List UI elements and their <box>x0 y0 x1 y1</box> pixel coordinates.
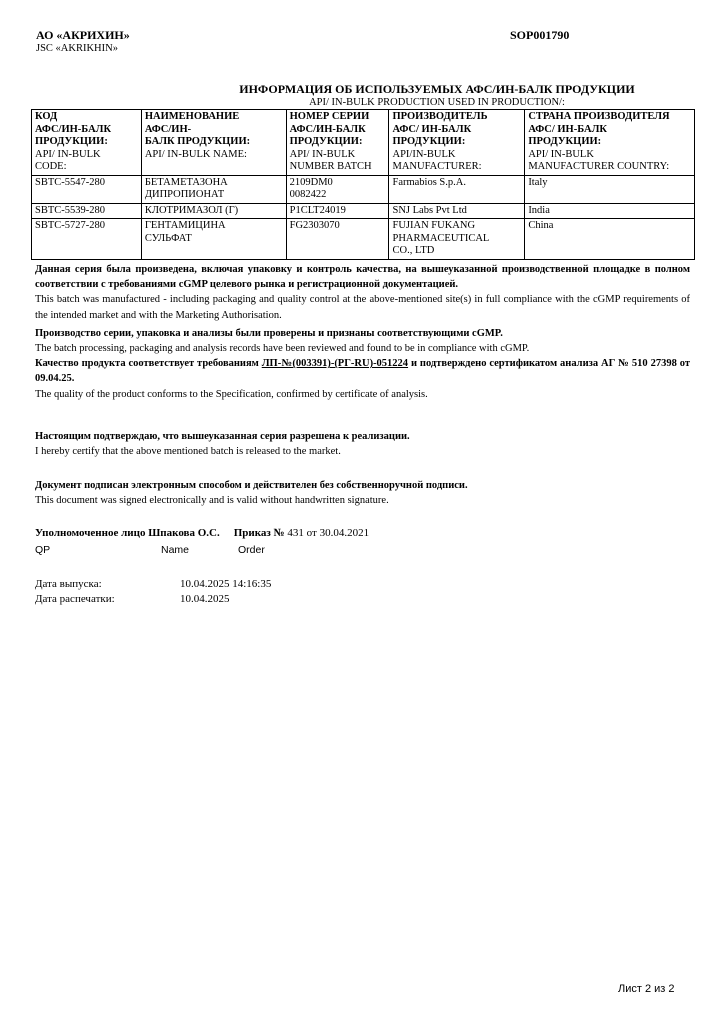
specification-number: ЛП-№(003391)-(РГ-RU)-051224 <box>261 358 409 370</box>
company-name-ru: АО «АКРИХИН» <box>36 28 130 42</box>
print-date-value: 10.04.2025 <box>180 593 230 605</box>
cell-code: SBTC-5727-280 <box>32 219 142 260</box>
cell-manufacturer: Farmabios S.p.A. <box>389 175 525 203</box>
statement-manufactured-en: This batch was manufactured - including packaging and quality control at the above-mentioned site(s) in full compliance with the cGMP requirements of the intended market and with the Marketing Authorisation. <box>35 294 690 321</box>
release-date-value: 10.04.2025 14:16:35 <box>180 578 272 590</box>
label-name: Name <box>161 544 190 556</box>
table-header-row <box>32 110 695 176</box>
statement-reviewed-en: The batch processing, packaging and analysis records have been reviewed and found to be in compliance with cGMP. <box>35 343 530 355</box>
qualified-person: Уполномоченное лицо Шпакова О.С. <box>35 527 220 539</box>
api-table <box>31 109 695 260</box>
section-subtitle: API/ IN-BULK PRODUCTION USED IN PRODUCTION/: <box>309 97 565 108</box>
cell-code: SBTC-5539-280 <box>32 203 142 219</box>
esign-block <box>35 478 690 508</box>
statement-esign-en: This document was signed electronically and is valid without handwritten signature. <box>35 495 389 507</box>
table-row <box>32 175 695 203</box>
header-manufacturer: ПРОИЗВОДИТЕЛЬ АФС/ ИН-БАЛК ПРОДУКЦИИ: API/IN-BULK MANUFACTURER: <box>389 110 525 176</box>
statement-release-en: I hereby certify that the above mentioned batch is released to the market. <box>35 446 341 458</box>
release-date-label: Дата выпуска: <box>35 578 102 590</box>
label-qp: QP <box>35 544 51 556</box>
statement-esign-ru: Документ подписан электронным способом и действителен без собственноручной подписи. <box>35 480 468 491</box>
statement-quality-ru: Качество продукта соответствует требованиям ЛП-№(003391)-(РГ-RU)-051224 и подтверждено сертификатом анализа АГ № 510 27398 от 09.04.25. <box>35 358 690 385</box>
header-code: КОД АФС/ИН-БАЛК ПРОДУКЦИИ: API/ IN-BULK CODE: <box>32 110 142 176</box>
cell-batch: FG2303070 <box>286 219 389 260</box>
cell-code: SBTC-5547-280 <box>32 175 142 203</box>
header-batch: НОМЕР СЕРИИ АФС/ИН-БАЛК ПРОДУКЦИИ: API/ IN-BULK NUMBER BATCH <box>286 110 389 176</box>
section-title: ИНФОРМАЦИЯ ОБ ИСПОЛЬЗУЕМЫХ АФС/ИН-БАЛК ПРОДУКЦИИ <box>239 82 635 96</box>
cell-country: China <box>525 219 695 260</box>
cell-country: India <box>525 203 695 219</box>
document-number: SOP001790 <box>510 28 570 42</box>
cell-batch: P1CLT24019 <box>286 203 389 219</box>
label-order: Order <box>238 544 265 556</box>
order-label: Приказ № <box>233 527 285 539</box>
qualified-person-line <box>35 527 369 539</box>
statement-manufactured-ru: Данная серия была произведена, включая упаковку и контроль качества, на вышеуказанной производственной площадке в полном соответствии с требованиями cGMP целевого рынка и регистрационной документацией. <box>35 264 690 291</box>
statement-release-ru: Настоящим подтверждаю, что вышеуказанная серия разрешена к реализации. <box>35 431 410 442</box>
cell-name: КЛОТРИМАЗОЛ (Г) <box>141 203 286 219</box>
cell-country: Italy <box>525 175 695 203</box>
print-date-label: Дата распечатки: <box>35 593 115 605</box>
release-block <box>35 429 690 459</box>
header-name: НАИМЕНОВАНИЕ АФС/ИН- БАЛК ПРОДУКЦИИ: API/ IN-BULK NAME: <box>141 110 286 176</box>
cell-manufacturer: FUJIAN FUKANG PHARMACEUTICAL CO., LTD <box>389 219 525 260</box>
cell-manufacturer: SNJ Labs Pvt Ltd <box>389 203 525 219</box>
table-row <box>32 203 695 219</box>
order-value: 431 от 30.04.2021 <box>287 527 370 539</box>
statement-reviewed-ru: Производство серии, упаковка и анализы были проверены и признаны соответствующими cGMP. <box>35 327 503 339</box>
cell-name: ГЕНТАМИЦИНА СУЛЬФАТ <box>141 219 286 260</box>
statements-block <box>35 262 690 402</box>
company-name-en: JSC «AKRIKHIN» <box>36 43 118 54</box>
table-row <box>32 219 695 260</box>
cell-batch: 2109DM0 0082422 <box>286 175 389 203</box>
statement-quality-en: The quality of the product conforms to the Specification, confirmed by certificate of analysis. <box>35 388 428 400</box>
page-counter: Лист 2 из 2 <box>618 983 675 995</box>
header-country: СТРАНА ПРОИЗВОДИТЕЛЯ АФС/ ИН-БАЛК ПРОДУКЦИИ: API/ IN-BULK MANUFACTURER COUNTRY: <box>525 110 695 176</box>
cell-name: БЕТАМЕТАЗОНА ДИПРОПИОНАТ <box>141 175 286 203</box>
